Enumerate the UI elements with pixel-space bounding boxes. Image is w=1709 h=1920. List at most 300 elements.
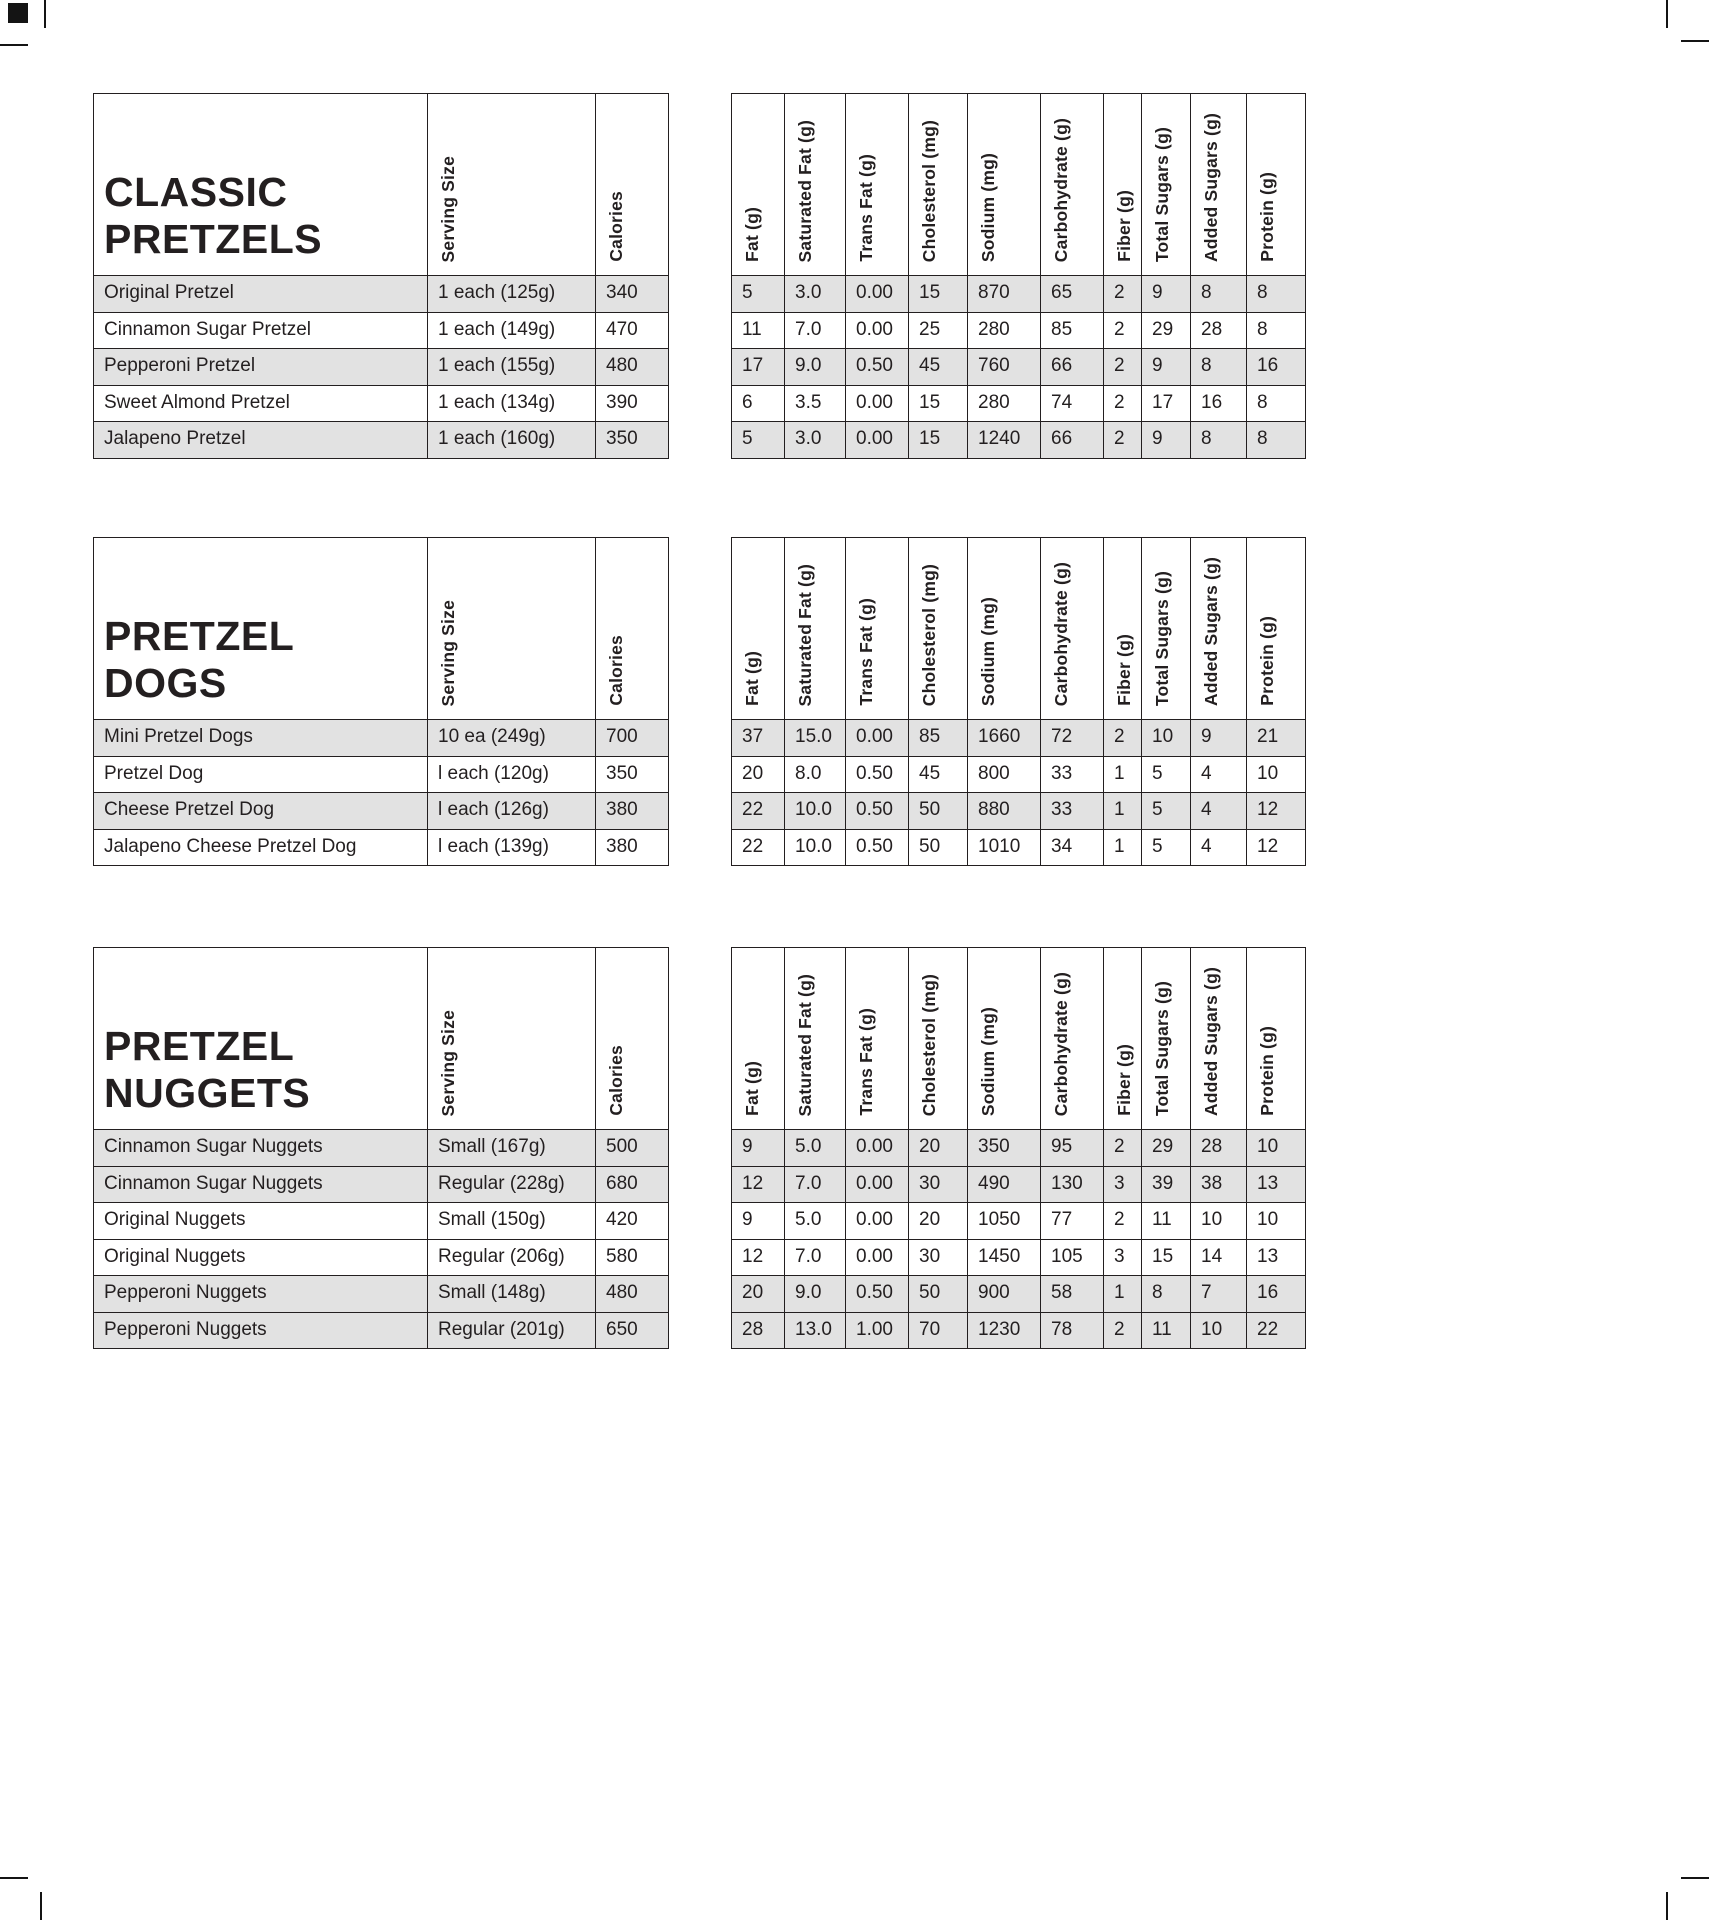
section-title-cell	[94, 538, 428, 720]
nutrition-value: 1.00	[846, 1312, 909, 1349]
serving-size: 1 each (125g)	[428, 276, 596, 313]
nutrition-value: 8	[1142, 1276, 1191, 1313]
nutrition-value: 10	[1247, 1130, 1306, 1167]
nutrition-value: 85	[909, 720, 968, 757]
nutrition-value: 1450	[968, 1239, 1041, 1276]
nutrition-value: 85	[1041, 312, 1104, 349]
nutrition-value: 74	[1041, 385, 1104, 422]
nutrition-value: 7	[1191, 1276, 1247, 1313]
nutrition-value: 72	[1041, 720, 1104, 757]
nutrition-header-cell	[1247, 94, 1306, 276]
nutrition-value: 7.0	[785, 1166, 846, 1203]
nutrition-value: 10	[1191, 1312, 1247, 1349]
serving-size: 1 each (160g)	[428, 422, 596, 459]
nutrition-value: 1	[1104, 793, 1142, 830]
nutrition-value: 15	[909, 276, 968, 313]
item-name: Cheese Pretzel Dog	[94, 793, 428, 830]
nutrition-header: Trans Fat (g)	[856, 154, 876, 262]
menu-item-row	[94, 422, 669, 459]
nutrition-header-cell	[732, 948, 785, 1130]
nutrition-table-pretzel-dogs	[731, 537, 1306, 866]
calories-header-cell	[596, 538, 669, 720]
nutrition-value: 15.0	[785, 720, 846, 757]
nutrition-header: Protein (g)	[1257, 1026, 1277, 1116]
serving-size: 1 each (134g)	[428, 385, 596, 422]
nutrition-header: Cholesterol (mg)	[919, 973, 939, 1116]
crop-mark	[1681, 1877, 1709, 1879]
nutrition-value: 130	[1041, 1166, 1104, 1203]
serving-size: 10 ea (249g)	[428, 720, 596, 757]
section-title-line: PRETZELS	[104, 215, 323, 262]
nutrition-value: 0.00	[846, 1203, 909, 1240]
menu-item-row	[94, 829, 669, 866]
nutrition-header: Carbohydrate (g)	[1051, 561, 1071, 706]
items-header-row	[94, 538, 669, 720]
serving-size: l each (126g)	[428, 793, 596, 830]
nutrition-value: 12	[732, 1166, 785, 1203]
nutrition-value: 8	[1191, 422, 1247, 459]
crop-mark	[40, 1892, 42, 1920]
nutrition-value: 280	[968, 312, 1041, 349]
nutrition-value: 22	[1247, 1312, 1306, 1349]
nutrition-value: 29	[1142, 1130, 1191, 1167]
nutrition-value: 4	[1191, 793, 1247, 830]
nutrition-value: 8	[1247, 276, 1306, 313]
nutrition-value: 870	[968, 276, 1041, 313]
nutrition-value: 1240	[968, 422, 1041, 459]
nutrition-header-cell	[1142, 538, 1191, 720]
nutrition-value: 3.5	[785, 385, 846, 422]
serving-size-header: Serving Size	[438, 1009, 458, 1116]
nutrition-header: Fat (g)	[742, 651, 762, 706]
nutrition-header-cell	[1104, 538, 1142, 720]
nutrition-value: 10.0	[785, 829, 846, 866]
item-name: Cinnamon Sugar Nuggets	[94, 1166, 428, 1203]
menu-item-row	[94, 1312, 669, 1349]
nutrition-value: 21	[1247, 720, 1306, 757]
nutrition-value: 0.50	[846, 756, 909, 793]
serving-size: Small (150g)	[428, 1203, 596, 1240]
nutrition-value: 34	[1041, 829, 1104, 866]
nutrition-header: Added Sugars (g)	[1201, 112, 1221, 262]
nutrition-header: Fat (g)	[742, 1061, 762, 1116]
nutrition-header: Total Sugars (g)	[1152, 126, 1172, 262]
items-table-pretzel-nuggets	[93, 947, 669, 1349]
nutrition-value: 900	[968, 1276, 1041, 1313]
menu-item-row	[94, 1130, 669, 1167]
nutrition-value: 0.00	[846, 720, 909, 757]
nutrition-value: 5	[1142, 829, 1191, 866]
nutrition-value: 0.50	[846, 349, 909, 386]
nutrition-value: 9.0	[785, 349, 846, 386]
nutrition-value: 58	[1041, 1276, 1104, 1313]
nutrition-value: 2	[1104, 1312, 1142, 1349]
nutrition-header-cell	[846, 948, 909, 1130]
nutrition-value: 2	[1104, 276, 1142, 313]
menu-item-row	[94, 1203, 669, 1240]
nutrition-value: 12	[1247, 829, 1306, 866]
nutrition-header-cell	[785, 94, 846, 276]
item-name: Original Nuggets	[94, 1203, 428, 1240]
nutrition-header-cell	[846, 94, 909, 276]
nutrition-value: 2	[1104, 422, 1142, 459]
calories-value: 350	[596, 422, 669, 459]
nutrition-value: 105	[1041, 1239, 1104, 1276]
nutrition-value: 1	[1104, 829, 1142, 866]
item-name: Jalapeno Cheese Pretzel Dog	[94, 829, 428, 866]
serving-size-header-cell	[428, 94, 596, 276]
nutrition-value: 11	[732, 312, 785, 349]
nutrition-header: Saturated Fat (g)	[795, 119, 815, 262]
nutrition-value: 28	[1191, 312, 1247, 349]
menu-item-row	[94, 1166, 669, 1203]
nutrition-value: 0.00	[846, 276, 909, 313]
calories-header-cell	[596, 94, 669, 276]
nutrition-value: 13	[1247, 1239, 1306, 1276]
nutrition-header-cell	[1247, 948, 1306, 1130]
item-name: Original Pretzel	[94, 276, 428, 313]
menu-item-row	[94, 385, 669, 422]
nutrition-value: 50	[909, 793, 968, 830]
calories-header: Calories	[606, 1045, 626, 1116]
nutrition-value: 9	[732, 1203, 785, 1240]
nutrition-row	[732, 276, 1306, 313]
item-name: Jalapeno Pretzel	[94, 422, 428, 459]
nutrition-value: 1230	[968, 1312, 1041, 1349]
nutrition-value: 39	[1142, 1166, 1191, 1203]
nutrition-value: 33	[1041, 793, 1104, 830]
nutrition-value: 10	[1247, 1203, 1306, 1240]
calories-value: 480	[596, 349, 669, 386]
section-title-line: PRETZEL	[104, 1023, 295, 1070]
nutrition-value: 9	[1142, 422, 1191, 459]
section-title	[104, 613, 427, 706]
items-header-row	[94, 948, 669, 1130]
nutrition-value: 10	[1191, 1203, 1247, 1240]
nutrition-header: Saturated Fat (g)	[795, 563, 815, 706]
nutrition-value: 78	[1041, 1312, 1104, 1349]
nutrition-header-cell	[1041, 538, 1104, 720]
section-title-line: PRETZEL	[104, 613, 295, 660]
section-title-line: CLASSIC	[104, 169, 288, 216]
nutrition-row	[732, 312, 1306, 349]
nutrition-value: 9	[1191, 720, 1247, 757]
nutrition-value: 20	[909, 1203, 968, 1240]
nutrition-value: 1	[1104, 1276, 1142, 1313]
nutrition-value: 22	[732, 793, 785, 830]
nutrition-value: 17	[732, 349, 785, 386]
registration-mark	[8, 3, 28, 23]
nutrition-header-cell	[1191, 94, 1247, 276]
items-table-pretzel-dogs	[93, 537, 669, 866]
nutrition-value: 0.50	[846, 1276, 909, 1313]
nutrition-value: 0.50	[846, 793, 909, 830]
crop-mark	[44, 0, 46, 28]
nutrition-value: 33	[1041, 756, 1104, 793]
menu-item-row	[94, 276, 669, 313]
nutrition-value: 2	[1104, 720, 1142, 757]
nutrition-value: 12	[732, 1239, 785, 1276]
nutrition-row	[732, 756, 1306, 793]
items-header-row	[94, 94, 669, 276]
calories-value: 420	[596, 1203, 669, 1240]
nutrition-header: Fat (g)	[742, 207, 762, 262]
nutrition-header: Saturated Fat (g)	[795, 973, 815, 1116]
nutrition-value: 95	[1041, 1130, 1104, 1167]
nutrition-value: 3	[1104, 1239, 1142, 1276]
nutrition-header: Total Sugars (g)	[1152, 570, 1172, 706]
nutrition-row	[732, 385, 1306, 422]
nutrition-header: Protein (g)	[1257, 616, 1277, 706]
item-name: Cinnamon Sugar Pretzel	[94, 312, 428, 349]
nutrition-value: 760	[968, 349, 1041, 386]
serving-size: Small (148g)	[428, 1276, 596, 1313]
nutrition-header: Sodium (mg)	[978, 152, 998, 262]
nutrition-value: 10.0	[785, 793, 846, 830]
calories-value: 480	[596, 1276, 669, 1313]
nutrition-value: 3	[1104, 1166, 1142, 1203]
nutrition-header: Sodium (mg)	[978, 1006, 998, 1116]
serving-size: Regular (206g)	[428, 1239, 596, 1276]
serving-size: Regular (201g)	[428, 1312, 596, 1349]
nutrition-header-cell	[909, 94, 968, 276]
nutrition-header-cell	[1247, 538, 1306, 720]
nutrition-value: 20	[732, 756, 785, 793]
menu-item-row	[94, 349, 669, 386]
nutrition-value: 9	[732, 1130, 785, 1167]
nutrition-value: 12	[1247, 793, 1306, 830]
nutrition-value: 15	[909, 422, 968, 459]
nutrition-header-cell	[732, 538, 785, 720]
section-title-line: DOGS	[104, 659, 227, 706]
calories-value: 500	[596, 1130, 669, 1167]
nutrition-value: 28	[1191, 1130, 1247, 1167]
nutrition-value: 50	[909, 829, 968, 866]
nutrition-value: 2	[1104, 312, 1142, 349]
nutrition-row	[732, 1130, 1306, 1167]
nutrition-value: 37	[732, 720, 785, 757]
nutrition-value: 880	[968, 793, 1041, 830]
nutrition-value: 5	[732, 276, 785, 313]
calories-value: 470	[596, 312, 669, 349]
nutrition-row	[732, 1166, 1306, 1203]
serving-size-header: Serving Size	[438, 599, 458, 706]
nutrition-value: 30	[909, 1239, 968, 1276]
nutrition-value: 50	[909, 1276, 968, 1313]
nutrition-row	[732, 793, 1306, 830]
nutrition-value: 20	[909, 1130, 968, 1167]
nutrition-value: 66	[1041, 349, 1104, 386]
nutrition-header-cell	[909, 538, 968, 720]
calories-value: 390	[596, 385, 669, 422]
nutrition-value: 0.00	[846, 385, 909, 422]
crop-mark	[0, 44, 28, 46]
nutrition-row	[732, 1276, 1306, 1313]
nutrition-header-cell	[1142, 94, 1191, 276]
nutrition-header: Carbohydrate (g)	[1051, 971, 1071, 1116]
serving-size: 1 each (155g)	[428, 349, 596, 386]
item-name: Pepperoni Nuggets	[94, 1312, 428, 1349]
menu-item-row	[94, 1276, 669, 1313]
item-name: Sweet Almond Pretzel	[94, 385, 428, 422]
nutrition-header-cell	[1142, 948, 1191, 1130]
crop-mark	[1681, 40, 1709, 42]
nutrition-value: 3.0	[785, 422, 846, 459]
nutrition-value: 1050	[968, 1203, 1041, 1240]
nutrition-value: 25	[909, 312, 968, 349]
nutrition-header-cell	[1191, 538, 1247, 720]
serving-size-header-cell	[428, 948, 596, 1130]
nutrition-value: 5.0	[785, 1203, 846, 1240]
nutrition-value: 13.0	[785, 1312, 846, 1349]
nutrition-value: 8	[1247, 422, 1306, 459]
nutrition-row	[732, 1312, 1306, 1349]
nutrition-value: 70	[909, 1312, 968, 1349]
nutrition-header: Trans Fat (g)	[856, 598, 876, 706]
nutrition-value: 0.00	[846, 312, 909, 349]
nutrition-header-cell	[785, 538, 846, 720]
nutrition-value: 1010	[968, 829, 1041, 866]
nutrition-value: 8	[1247, 312, 1306, 349]
nutrition-header: Fiber (g)	[1114, 190, 1134, 262]
nutrition-value: 2	[1104, 385, 1142, 422]
item-name: Mini Pretzel Dogs	[94, 720, 428, 757]
nutrition-row	[732, 720, 1306, 757]
nutrition-value: 45	[909, 756, 968, 793]
menu-item-row	[94, 793, 669, 830]
nutrition-header-row	[732, 94, 1306, 276]
item-name: Original Nuggets	[94, 1239, 428, 1276]
nutrition-value: 2	[1104, 349, 1142, 386]
calories-value: 650	[596, 1312, 669, 1349]
calories-value: 340	[596, 276, 669, 313]
nutrition-row	[732, 829, 1306, 866]
nutrition-row	[732, 422, 1306, 459]
nutrition-value: 16	[1247, 349, 1306, 386]
nutrition-value: 17	[1142, 385, 1191, 422]
nutrition-value: 5	[1142, 756, 1191, 793]
calories-value: 680	[596, 1166, 669, 1203]
menu-item-row	[94, 312, 669, 349]
nutrition-value: 5	[1142, 793, 1191, 830]
nutrition-value: 9	[1142, 349, 1191, 386]
nutrition-value: 0.00	[846, 422, 909, 459]
calories-header: Calories	[606, 191, 626, 262]
nutrition-row	[732, 1239, 1306, 1276]
nutrition-header-row	[732, 538, 1306, 720]
nutrition-header: Protein (g)	[1257, 172, 1277, 262]
menu-item-row	[94, 1239, 669, 1276]
nutrition-row	[732, 1203, 1306, 1240]
menu-item-row	[94, 720, 669, 757]
nutrition-header: Fiber (g)	[1114, 634, 1134, 706]
nutrition-value: 15	[1142, 1239, 1191, 1276]
nutrition-value: 22	[732, 829, 785, 866]
nutrition-value: 800	[968, 756, 1041, 793]
section-title-line: NUGGETS	[104, 1069, 311, 1116]
nutrition-header-cell	[732, 94, 785, 276]
nutrition-value: 15	[909, 385, 968, 422]
nutrition-value: 4	[1191, 756, 1247, 793]
nutrition-header: Cholesterol (mg)	[919, 563, 939, 706]
nutrition-value: 5.0	[785, 1130, 846, 1167]
nutrition-header: Added Sugars (g)	[1201, 966, 1221, 1116]
nutrition-value: 1	[1104, 756, 1142, 793]
nutrition-header: Carbohydrate (g)	[1051, 117, 1071, 262]
nutrition-header-cell	[968, 94, 1041, 276]
calories-value: 350	[596, 756, 669, 793]
nutrition-value: 16	[1247, 1276, 1306, 1313]
item-name: Pepperoni Nuggets	[94, 1276, 428, 1313]
items-table-classic-pretzels	[93, 93, 669, 459]
nutrition-value: 1660	[968, 720, 1041, 757]
nutrition-header-cell	[909, 948, 968, 1130]
nutrition-header: Fiber (g)	[1114, 1044, 1134, 1116]
nutrition-header-cell	[1191, 948, 1247, 1130]
nutrition-value: 0.00	[846, 1130, 909, 1167]
nutrition-header-cell	[785, 948, 846, 1130]
section-title	[104, 1023, 427, 1116]
nutrition-value: 16	[1191, 385, 1247, 422]
nutrition-value: 30	[909, 1166, 968, 1203]
nutrition-value: 0.50	[846, 829, 909, 866]
nutrition-header-cell	[1104, 948, 1142, 1130]
nutrition-value: 38	[1191, 1166, 1247, 1203]
nutrition-value: 0.00	[846, 1239, 909, 1276]
nutrition-value: 8	[1191, 276, 1247, 313]
nutrition-value: 0.00	[846, 1166, 909, 1203]
serving-size: l each (120g)	[428, 756, 596, 793]
section-title-cell	[94, 94, 428, 276]
nutrition-value: 77	[1041, 1203, 1104, 1240]
nutrition-value: 2	[1104, 1203, 1142, 1240]
calories-header-cell	[596, 948, 669, 1130]
item-name: Cinnamon Sugar Nuggets	[94, 1130, 428, 1167]
nutrition-header: Added Sugars (g)	[1201, 556, 1221, 706]
serving-size: Regular (228g)	[428, 1166, 596, 1203]
section-title-cell	[94, 948, 428, 1130]
calories-value: 700	[596, 720, 669, 757]
nutrition-value: 8	[1191, 349, 1247, 386]
nutrition-value: 20	[732, 1276, 785, 1313]
nutrition-header-cell	[968, 948, 1041, 1130]
nutrition-header-cell	[1104, 94, 1142, 276]
crop-mark	[1666, 0, 1668, 28]
nutrition-value: 280	[968, 385, 1041, 422]
serving-size: l each (139g)	[428, 829, 596, 866]
nutrition-value: 11	[1142, 1203, 1191, 1240]
crop-mark	[0, 1877, 28, 1879]
nutrition-header: Cholesterol (mg)	[919, 119, 939, 262]
nutrition-value: 10	[1142, 720, 1191, 757]
nutrition-value: 5	[732, 422, 785, 459]
nutrition-header: Trans Fat (g)	[856, 1008, 876, 1116]
nutrition-value: 7.0	[785, 312, 846, 349]
nutrition-value: 4	[1191, 829, 1247, 866]
calories-value: 380	[596, 793, 669, 830]
serving-size-header-cell	[428, 538, 596, 720]
serving-size-header: Serving Size	[438, 155, 458, 262]
nutrition-table-pretzel-nuggets	[731, 947, 1306, 1349]
serving-size: 1 each (149g)	[428, 312, 596, 349]
nutrition-value: 8.0	[785, 756, 846, 793]
nutrition-value: 10	[1247, 756, 1306, 793]
menu-item-row	[94, 756, 669, 793]
nutrition-header: Total Sugars (g)	[1152, 980, 1172, 1116]
nutrition-value: 350	[968, 1130, 1041, 1167]
nutrition-value: 28	[732, 1312, 785, 1349]
nutrition-header-cell	[1041, 948, 1104, 1130]
